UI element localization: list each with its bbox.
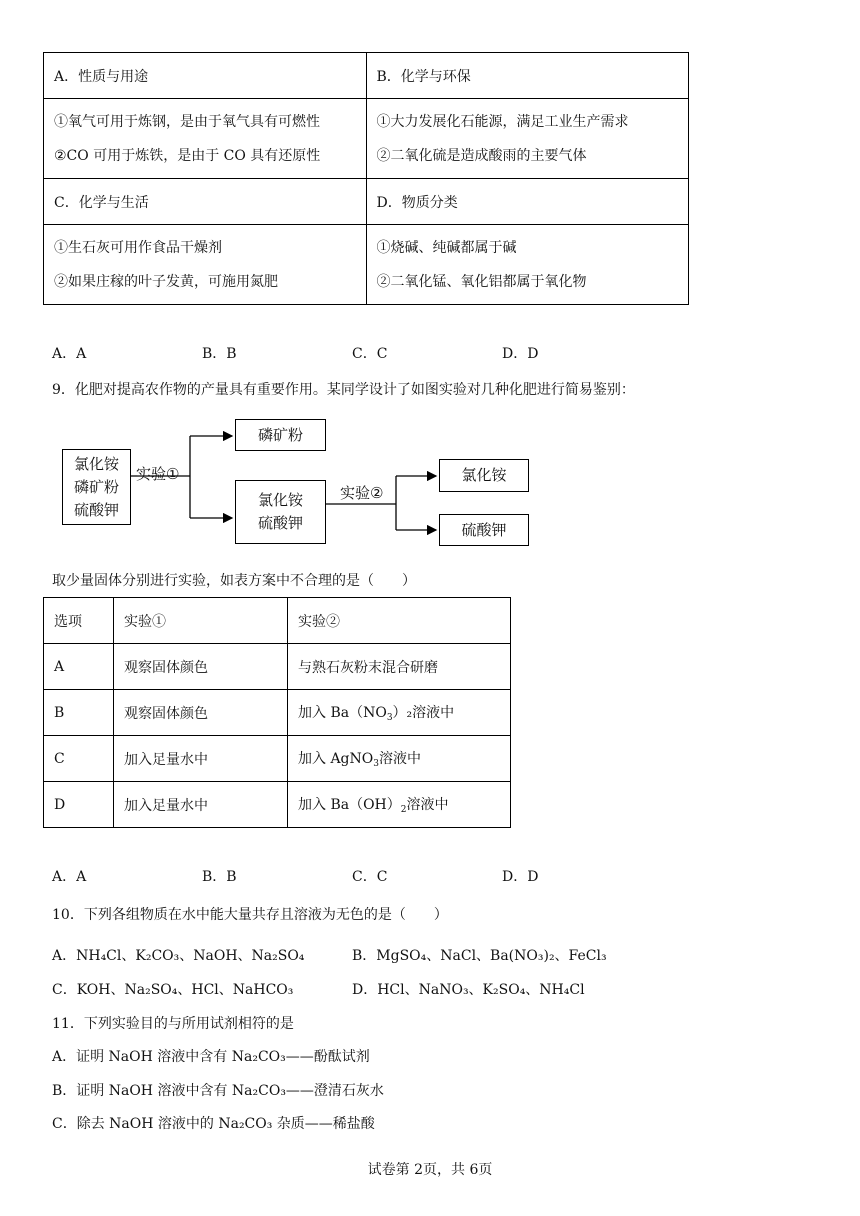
q8-a-item-2: ②CO 可用于炼铁，是由于 CO 具有还原性	[54, 147, 321, 164]
q9-row-b-exp2-pre: 加入 Ba（NO	[298, 705, 387, 721]
q9-row-c-exp1: 加入足量水中	[114, 736, 288, 782]
q8-c-item-2: ②如果庄稼的叶子发黄，可施用氮肥	[54, 273, 278, 290]
q9-row-c-exp2-post: 溶液中	[378, 751, 421, 767]
q9-row-c-option: C	[44, 736, 114, 782]
q9-row-a-exp1: 观察固体颜色	[114, 644, 288, 690]
q9-options-table	[43, 597, 511, 828]
q8-cell-d-body	[366, 225, 689, 305]
q8-d-item-1: ①烧碱、纯碱都属于碱	[376, 239, 517, 256]
q9-row-d-exp2-sub: 2	[400, 805, 407, 815]
q9-row-d-exp2	[288, 782, 511, 828]
q9-option-d[interactable]: D．D	[502, 869, 539, 885]
q11-option-b[interactable]: B．证明 NaOH 溶液中含有 Na₂CO₃——澄清石灰水	[52, 1083, 384, 1099]
q10-option-d[interactable]: D．HCl、NaNO₃、K₂SO₄、NH₄Cl	[352, 982, 585, 998]
q8-option-a[interactable]: A．A	[52, 346, 87, 362]
table-row	[44, 736, 511, 782]
q9-row-b-exp2-post: ）₂溶液中	[392, 705, 455, 721]
q9-header-option: 选项	[44, 598, 114, 644]
q9-row-b-exp1: 观察固体颜色	[114, 690, 288, 736]
q9-option-b[interactable]: B．B	[202, 869, 237, 885]
q8-cell-a-head: A．性质与用途	[44, 53, 367, 99]
q9-row-b-option: B	[44, 690, 114, 736]
q8-cell-b-head: B．化学与环保	[366, 53, 689, 99]
q9-exp1-label: 实验①	[136, 465, 180, 483]
q9-row-a-exp2-text: 与熟石灰粉末混合研磨	[298, 659, 438, 676]
q10-option-b[interactable]: B．MgSO₄、NaCl、Ba(NO₃)₂、FeCl₃	[352, 948, 607, 964]
q9-stem: 9．化肥对提高农作物的产量具有重要作用。某同学设计了如图实验对几种化肥进行简易鉴别：	[52, 382, 635, 398]
q8-cell-a-body	[44, 99, 367, 179]
q9-row-c-exp2-sub: 3	[373, 759, 379, 769]
q8-option-c[interactable]: C．C	[352, 346, 388, 362]
q8-cell-c-body	[44, 225, 367, 305]
q8-b-item-2: ②二氧化硫是造成酸雨的主要气体	[376, 147, 587, 164]
q11-option-a[interactable]: A．证明 NaOH 溶液中含有 Na₂CO₃——酚酞试剂	[52, 1049, 370, 1065]
q9-row-c-exp2-pre: 加入 AgNO	[298, 751, 374, 767]
q9-out2a-box: 氯化铵	[439, 459, 529, 492]
q9-mid-item-1: 氯化铵	[257, 491, 303, 509]
q11-stem: 11．下列实验目的与所用试剂相符的是	[52, 1016, 294, 1032]
q9-start-item-1: 氯化铵	[73, 454, 119, 473]
table-row	[44, 782, 511, 828]
q8-cell-b-body	[366, 99, 689, 179]
q9-mid-item-2: 硫酸钾	[257, 514, 303, 532]
q11-option-c[interactable]: C．除去 NaOH 溶液中的 Na₂CO₃ 杂质——稀盐酸	[52, 1116, 375, 1132]
q9-row-d-option: D	[44, 782, 114, 828]
q8-option-b[interactable]: B．B	[202, 346, 237, 362]
q9-table-header	[44, 598, 511, 644]
q8-c-item-1: ①生石灰可用作食品干燥剂	[54, 239, 222, 256]
q9-option-c[interactable]: C．C	[352, 869, 388, 885]
q8-b-item-1: ①大力发展化石能源，满足工业生产需求	[376, 113, 629, 130]
q9-row-b-exp2-sub: 3	[386, 713, 393, 723]
q8-a-item-1: ①氧气可用于炼钢，是由于氧气具有可燃性	[54, 113, 320, 130]
q9-row-a-option: A	[44, 644, 114, 690]
q9-header-exp2: 实验②	[288, 598, 511, 644]
q9-row-a-exp2	[288, 644, 511, 690]
q10-option-c[interactable]: C．KOH、Na₂SO₄、HCl、NaHCO₃	[52, 982, 294, 998]
q10-option-a[interactable]: A．NH₄Cl、K₂CO₃、NaOH、Na₂SO₄	[52, 948, 305, 964]
q9-prompt: 取少量固体分别进行实验，如表方案中不合理的是（ ）	[52, 573, 416, 589]
q9-start-item-2: 磷矿粉	[73, 477, 119, 496]
q9-row-b-exp2	[288, 690, 511, 736]
table-row	[44, 644, 511, 690]
q8-cell-d-head: D．物质分类	[366, 179, 689, 225]
q9-exp2-label: 实验②	[340, 484, 384, 502]
q8-option-d[interactable]: D．D	[502, 346, 539, 362]
q9-out1-box: 磷矿粉	[235, 419, 326, 451]
q9-row-d-exp2-pre: 加入 Ba（OH）	[298, 797, 401, 813]
table-row	[44, 690, 511, 736]
q9-out2b-box: 硫酸钾	[439, 514, 529, 546]
q9-option-a[interactable]: A．A	[52, 869, 87, 885]
q9-row-d-exp2-post: 溶液中	[406, 797, 449, 813]
q9-header-exp1: 实验①	[114, 598, 288, 644]
q8-options-table	[43, 52, 689, 305]
q10-stem: 10．下列各组物质在水中能大量共存且溶液为无色的是（ ）	[52, 907, 448, 923]
q9-row-d-exp1: 加入足量水中	[114, 782, 288, 828]
q9-row-c-exp2	[288, 736, 511, 782]
q9-mid-box	[235, 480, 326, 544]
q8-d-item-2: ②二氧化锰、氧化铝都属于氧化物	[376, 273, 587, 290]
page-footer: 试卷第 2页，共 6页	[367, 1162, 493, 1178]
q8-cell-c-head: C．化学与生活	[44, 179, 367, 225]
q9-start-item-3: 硫酸钾	[73, 500, 119, 519]
q9-start-box	[62, 449, 131, 525]
